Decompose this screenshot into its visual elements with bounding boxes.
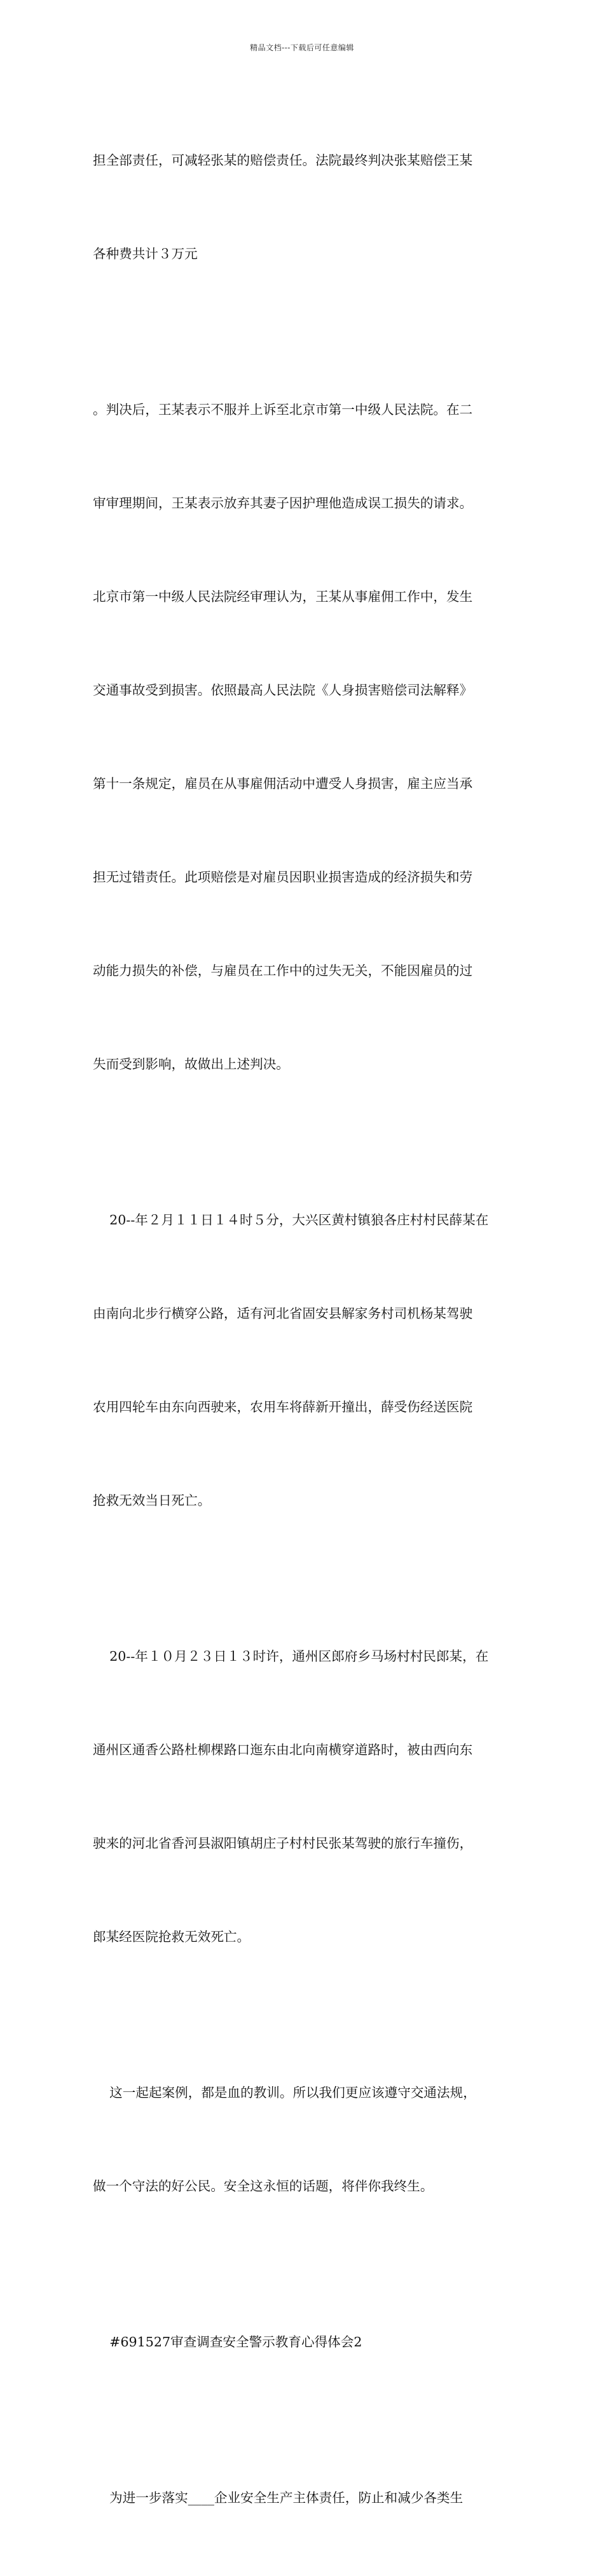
heading-line: #691527审查调查安全警示教育心得体会2 (93, 2334, 362, 2350)
text-line: 20--年１０月２３日１３时许，通州区郎府乡马场村村民郎某，在 (93, 1649, 489, 1664)
paragraph-5 (93, 2015, 515, 2264)
paragraph-1 (93, 83, 515, 332)
text-line: 第十一条规定，雇员在从事雇佣活动中遭受人身损害，雇主应当承 (93, 776, 473, 791)
text-line: 郎某经医院抢救无效死亡。 (93, 1929, 251, 1944)
text-line: 动能力损失的补偿，与雇员在工作中的过失无关，不能因雇员的过 (93, 963, 473, 978)
text-line: 为进一步落实____企业安全生产主体责任，防止和减少各类生 (93, 2490, 463, 2505)
paragraph-3 (93, 1142, 515, 1579)
paragraph-2 (93, 332, 515, 1142)
text-line: 交通事故受到损害。依照最高人民法院《人身损害赔偿司法解释》 (93, 682, 473, 698)
page-header: 精品文档---下载后可任意编辑 (250, 43, 354, 52)
text-line: 20--年２月１１日１４时５分，大兴区黄村镇狼各庄村村民薛某在 (93, 1212, 489, 1228)
text-line: 各种费共计３万元 (93, 246, 198, 261)
text-line: 驶来的河北省香河县淑阳镇胡庄子村村民张某驾驶的旅行车撞伤， (93, 1836, 473, 1851)
section-heading (93, 2264, 515, 2420)
paragraph-4 (93, 1579, 515, 2015)
paragraph-6 (93, 2420, 515, 2576)
text-line: 担无过错责任。此项赔偿是对雇员因职业损害造成的经济损失和劳 (93, 869, 473, 885)
text-line: 这一起起案例，都是血的教训。所以我们更应该遵守交通法规， (93, 2085, 476, 2100)
text-line: 。判决后，王某表示不服并上诉至北京市第一中级人民法院。在二 (93, 402, 473, 417)
text-line: 担全部责任，可减轻张某的赔偿责任。法院最终判决张某赔偿王某 (93, 153, 473, 168)
text-line: 做一个守法的好公民。安全这永恒的话题，将伴你我终生。 (93, 2178, 434, 2194)
text-line: 农用四轮车由东向西驶来，农用车将薛新开撞出，薛受伤经送医院 (93, 1399, 473, 1415)
text-line: 失而受到影响，故做出上述判决。 (93, 1056, 289, 1072)
text-line: 通州区通香公路杜柳棵路口迤东由北向南横穿道路时，被由西向东 (93, 1742, 473, 1757)
text-line: 抢救无效当日死亡。 (93, 1493, 211, 1508)
document-body (93, 83, 515, 2576)
text-line: 北京市第一中级人民法院经审理认为，王某从事雇佣工作中，发生 (93, 589, 473, 604)
text-line: 由南向北步行横穿公路，适有河北省固安县解家务村司机杨某驾驶 (93, 1306, 473, 1321)
text-line: 审审理期间，王某表示放弃其妻子因护理他造成误工损失的请求。 (93, 495, 473, 511)
